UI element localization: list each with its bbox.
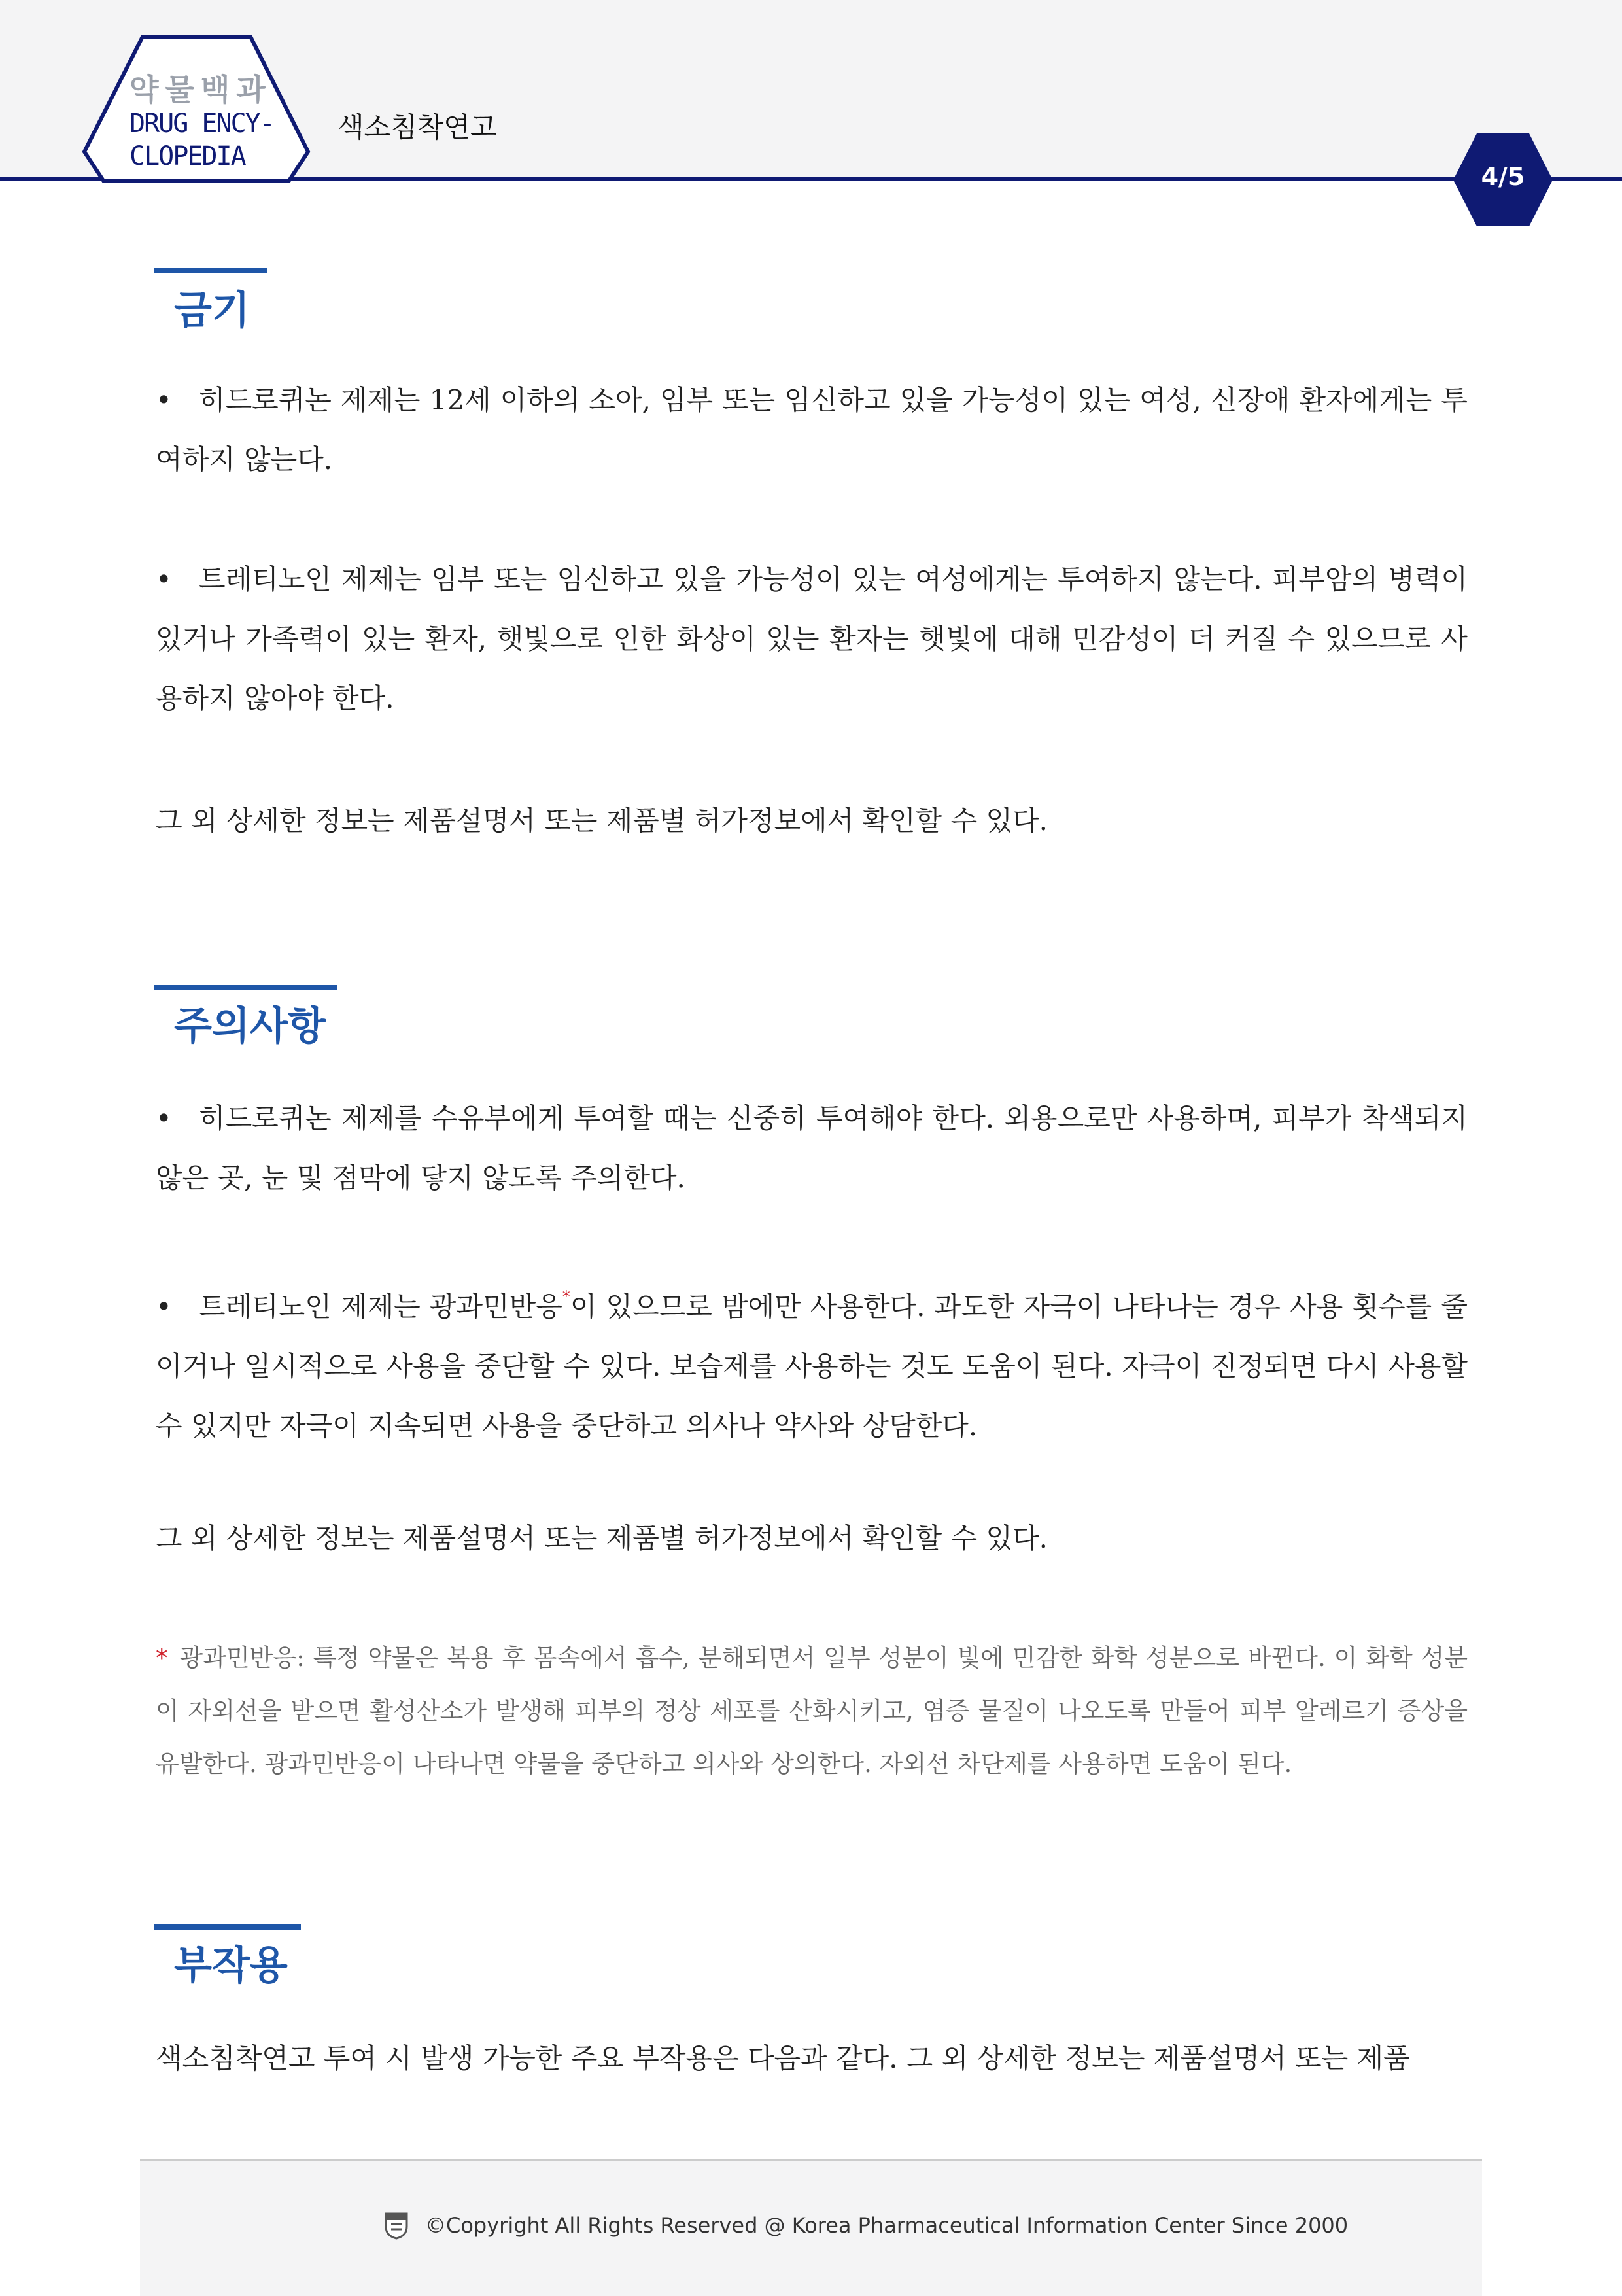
precaution-bullet-2-text-after: 이 있으므로 밤에만 사용한다. 과도한 자극이 나타나는 경우 사용 횟수를 줄이거나 일시적으로 사용을 중단할 수 있다. 보습제를 사용하는 것도 도움이 된다. 자극이 진정되면 다시 사용할 수 있지만 자극이 지속되면 사용을 중단하고 의사나 약사와 상담한다. xyxy=(156,1291,1468,1442)
precaution-bullet-2 xyxy=(156,1267,1468,1455)
crest-icon xyxy=(383,2210,409,2240)
bullet-icon: • xyxy=(156,384,172,416)
contraindication-bullet-1 xyxy=(156,370,1468,489)
contraindication-bullet-2-text: 트레티노인 제제는 임부 또는 임신하고 있을 가능성이 있는 여성에게는 투여하지 않는다. 피부암의 병력이 있거나 가족력이 있는 환자, 햇빛으로 인한 화상이 있는 환자는 햇빛에 대해 민감성이 더 커질 수 있으므로 사용하지 않아야 한다. xyxy=(156,563,1468,714)
section-title-precautions: 주의사항 xyxy=(174,1003,326,1049)
page-indicator: 4/5 xyxy=(1481,162,1525,191)
section-title-side-effects: 부작용 xyxy=(174,1943,288,1989)
side-effects-intro: 색소침착연고 투여 시 발생 가능한 주요 부작용은 다음과 같다. 그 외 상세한 정보는 제품설명서 또는 제품 xyxy=(156,2042,1410,2074)
photosensitivity-footnote xyxy=(156,1631,1468,1790)
bullet-icon: • xyxy=(156,1291,172,1323)
precaution-note: 그 외 상세한 정보는 제품설명서 또는 제품별 허가정보에서 확인할 수 있다. xyxy=(156,1522,1048,1554)
logo-korean: 약물백과 xyxy=(129,72,272,107)
contraindication-bullet-1-text: 히드로퀴논 제제는 12세 이하의 소아, 임부 또는 임신하고 있을 가능성이 있는 여성, 신장애 환자에게는 투여하지 않는다. xyxy=(156,384,1468,476)
section-bar-precautions xyxy=(154,985,337,990)
logo-english-line2: CLOPEDIA xyxy=(129,141,245,171)
logo-english-line1: DRUG ENCY- xyxy=(129,109,274,139)
section-bar-contraindications xyxy=(154,268,267,273)
document-title: 색소침착연고 xyxy=(337,111,497,143)
section-bar-side-effects xyxy=(154,1924,301,1930)
footnote-marker: * xyxy=(562,1287,570,1306)
section-title-contraindications: 금기 xyxy=(174,288,250,334)
contraindication-note: 그 외 상세한 정보는 제품설명서 또는 제품별 허가정보에서 확인할 수 있다. xyxy=(156,805,1048,837)
footer-copyright: ©Copyright All Rights Reserved @ Korea Pharmaceutical Information Center Since 2000 xyxy=(425,2213,1349,2238)
bullet-icon: • xyxy=(156,1102,172,1134)
precaution-bullet-1-text: 히드로퀴논 제제를 수유부에게 투여할 때는 신중히 투여해야 한다. 외용으로만 사용하며, 피부가 착색되지 않은 곳, 눈 및 점막에 닿지 않도록 주의한다. xyxy=(156,1102,1468,1194)
footnote-star: * xyxy=(156,1644,168,1672)
logo xyxy=(129,72,300,173)
bullet-icon: • xyxy=(156,563,172,595)
footnote-text: 광과민반응: 특정 약물은 복용 후 몸속에서 흡수, 분해되면서 일부 성분이 빛에 민감한 화학 성분으로 바뀐다. 이 화학 성분이 자외선을 받으면 활성산소가 발생해 피부의 정상 세포를 산화시키고, 염증 물질이 나오도록 만들어 피부 알레르기 증상을 유발한다. 광과민반응이 나타나면 약물을 중단하고 의사와 상의한다. 자외선 차단제를 사용하면 도움이 된다. xyxy=(156,1644,1468,1778)
contraindication-bullet-2 xyxy=(156,549,1468,728)
precaution-bullet-2-text-before: 트레티노인 제제는 광과민반응 xyxy=(199,1291,562,1323)
precaution-bullet-1 xyxy=(156,1088,1468,1208)
